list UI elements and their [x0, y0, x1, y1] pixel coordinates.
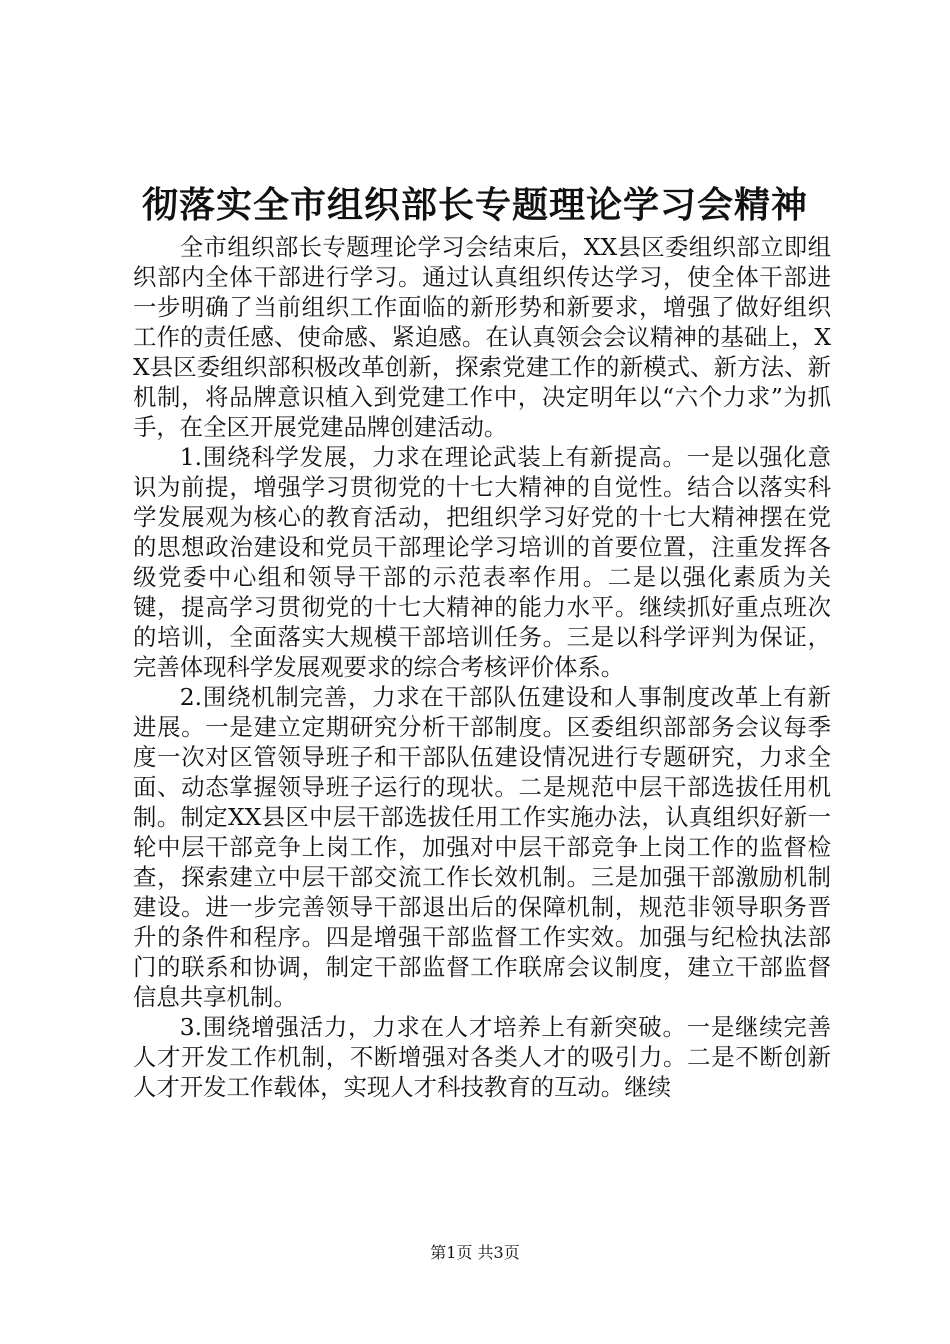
paragraph-intro: 全市组织部长专题理论学习会结束后，XX县区委组织部立即组织部内全体干部进行学习。通过认真组织传达学习，使全体干部进一步明确了当前组织工作面临的新形势和新要求，增强了做好组织工作的责任感、使命感、紧迫感。在认真领会会议精神的基础上，XX县区委组织部积极改革创新，探索党建工作的新模式、新方法、新机制，将品牌意识植入到党建工作中，决定明年以“六个力求”为抓手，在全区开展党建品牌创建活动。 [133, 233, 831, 441]
document-title: 彻落实全市组织部长专题理论学习会精神 [141, 184, 808, 226]
paragraph-item-1: 1.围绕科学发展，力求在理论武装上有新提高。一是以强化意识为前提，增强学习贯彻党的十七大精神的自觉性。结合以落实科学发展观为核心的教育活动，把组织学习好党的十七大精神摆在党的思想政治建设和党员干部理论学习培训的首要位置，注重发挥各级党委中心组和领导干部的示范表率作用。二是以强化素质为关键，提高学习贯彻党的十七大精神的能力水平。继续抓好重点班次的培训，全面落实大规模干部培训任务。三是以科学评判为保证，完善体现科学发展观要求的综合考核评价体系。 [133, 443, 831, 681]
document-body [133, 232, 831, 1102]
page-number-footer: 第1页 共3页 [430, 1243, 520, 1262]
paragraph-item-3: 3.围绕增强活力，力求在人才培养上有新突破。一是继续完善人才开发工作机制，不断增强对各类人才的吸引力。二是不断创新人才开发工作载体，实现人才科技教育的互动。继续 [133, 1013, 831, 1101]
paragraph-item-2: 2.围绕机制完善，力求在干部队伍建设和人事制度改革上有新进展。一是建立定期研究分析干部制度。区委组织部部务会议每季度一次对区管领导班子和干部队伍建设情况进行专题研究，力求全面、动态掌握领导班子运行的现状。二是规范中层干部选拔任用机制。制定XX县区中层干部选拔任用工作实施办法，认真组织好新一轮中层干部竞争上岗工作，加强对中层干部竞争上岗工作的监督检查，探索建立中层干部交流工作长效机制。三是加强干部激励机制建设。进一步完善领导干部退出后的保障机制，规范非领导职务晋升的条件和程序。四是增强干部监督工作实效。加强与纪检执法部门的联系和协调，制定干部监督工作联席会议制度，建立干部监督信息共享机制。 [133, 683, 831, 1011]
